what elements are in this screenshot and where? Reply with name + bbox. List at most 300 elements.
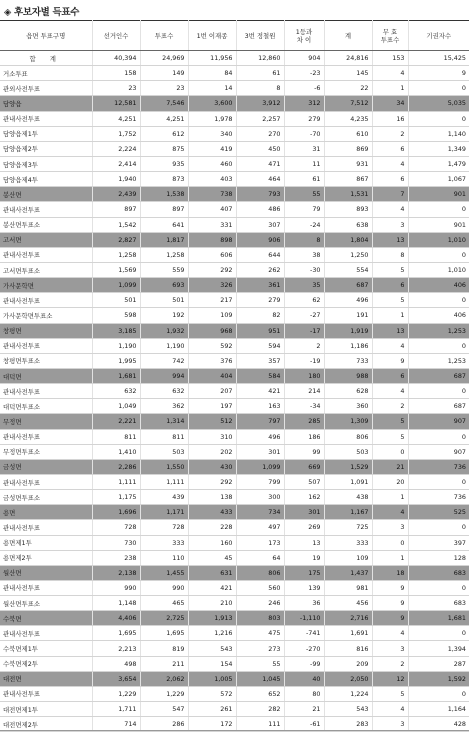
table-cell: 23 — [140, 81, 188, 96]
table-cell: 109 — [324, 550, 372, 565]
table-cell: 202 — [188, 444, 236, 459]
table-cell: 421 — [188, 580, 236, 595]
district-row — [0, 414, 469, 429]
row-label: 담양읍제2투 — [0, 141, 92, 156]
table-cell: 4 — [372, 66, 408, 81]
table-cell: 644 — [236, 247, 284, 262]
table-cell: 360 — [324, 399, 372, 414]
table-cell: 1,164 — [408, 702, 469, 717]
table-row — [0, 550, 469, 565]
table-cell: 406 — [408, 278, 469, 293]
row-label: 대전면 — [0, 671, 92, 686]
table-cell: 1,410 — [92, 444, 140, 459]
table-cell: 1,538 — [140, 187, 188, 202]
table-cell: 1,995 — [92, 353, 140, 368]
table-cell: 1,140 — [408, 126, 469, 141]
table-cell: 1,171 — [140, 505, 188, 520]
table-cell: 109 — [188, 308, 236, 323]
table-cell: 285 — [284, 414, 324, 429]
table-cell: 7,546 — [140, 96, 188, 111]
district-row — [0, 96, 469, 111]
table-cell: 6 — [372, 368, 408, 383]
table-cell: 0 — [408, 81, 469, 96]
table-cell: 496 — [324, 293, 372, 308]
table-cell: 2,286 — [92, 459, 140, 474]
table-row — [0, 702, 469, 717]
table-row — [0, 474, 469, 489]
table-cell: 0 — [408, 429, 469, 444]
row-label: 수북면제1투 — [0, 641, 92, 656]
table-cell: 875 — [140, 141, 188, 156]
table-cell: 36 — [284, 596, 324, 611]
table-cell: 438 — [324, 490, 372, 505]
table-cell: 5 — [372, 293, 408, 308]
table-row — [0, 429, 469, 444]
row-label: 합 계 — [0, 51, 92, 66]
table-cell: 0 — [408, 202, 469, 217]
table-cell: 592 — [188, 338, 236, 353]
table-cell: 2 — [372, 656, 408, 671]
column-header: 3번 정철원 — [236, 21, 284, 51]
table-cell: 292 — [188, 262, 236, 277]
table-cell: 990 — [92, 580, 140, 595]
row-label: 담양읍제4투 — [0, 172, 92, 187]
table-cell: 497 — [236, 520, 284, 535]
table-cell: 547 — [140, 702, 188, 717]
row-label: 관내사전투표 — [0, 293, 92, 308]
table-cell: 456 — [324, 596, 372, 611]
table-cell: 0 — [408, 474, 469, 489]
table-cell: 683 — [408, 565, 469, 580]
table-cell: -17 — [284, 323, 324, 338]
table-cell: 594 — [236, 338, 284, 353]
table-row — [0, 580, 469, 595]
table-cell: 2,224 — [92, 141, 140, 156]
table-cell: 1,258 — [140, 247, 188, 262]
table-cell: 11 — [284, 156, 324, 171]
table-row — [0, 338, 469, 353]
table-header-row — [0, 21, 469, 51]
table-row — [0, 308, 469, 323]
table-cell: 2 — [372, 399, 408, 414]
district-row — [0, 368, 469, 383]
table-cell: 1,479 — [408, 156, 469, 171]
table-cell: 18 — [372, 565, 408, 580]
table-cell: 1,148 — [92, 596, 140, 611]
table-cell: 0 — [408, 338, 469, 353]
table-cell: 1,550 — [140, 459, 188, 474]
table-cell: 1,817 — [140, 232, 188, 247]
district-row — [0, 459, 469, 474]
table-cell: 1,175 — [92, 490, 140, 505]
table-cell: -34 — [284, 399, 324, 414]
table-cell: 994 — [140, 368, 188, 383]
table-cell: 207 — [188, 384, 236, 399]
table-cell: 162 — [284, 490, 324, 505]
table-cell: 507 — [284, 474, 324, 489]
table-cell: 160 — [188, 535, 236, 550]
table-cell: 55 — [236, 656, 284, 671]
table-cell: 1,010 — [408, 232, 469, 247]
table-cell: 269 — [284, 520, 324, 535]
table-row — [0, 384, 469, 399]
table-cell: 464 — [236, 172, 284, 187]
table-cell: 55 — [284, 187, 324, 202]
table-cell: 21 — [372, 459, 408, 474]
table-cell: 217 — [188, 293, 236, 308]
table-row — [0, 641, 469, 656]
table-cell: 475 — [236, 626, 284, 641]
table-cell: 1,394 — [408, 641, 469, 656]
row-label: 고서면 — [0, 232, 92, 247]
table-cell: 631 — [188, 565, 236, 580]
table-cell: 9 — [372, 353, 408, 368]
table-cell: 13 — [372, 323, 408, 338]
row-label: 창평면 — [0, 323, 92, 338]
table-cell: 638 — [324, 217, 372, 232]
table-cell: 1,569 — [92, 262, 140, 277]
table-cell: 501 — [140, 293, 188, 308]
column-header: 투표수 — [140, 21, 188, 51]
table-cell: 543 — [324, 702, 372, 717]
row-label: 가사문학면 — [0, 278, 92, 293]
table-cell: -70 — [284, 126, 324, 141]
table-cell: 22 — [324, 81, 372, 96]
row-label: 관내사전투표 — [0, 247, 92, 262]
table-cell: 34 — [372, 96, 408, 111]
table-cell: 2,439 — [92, 187, 140, 202]
row-label: 관내사전투표 — [0, 384, 92, 399]
table-cell: 301 — [236, 444, 284, 459]
table-cell: 163 — [236, 399, 284, 414]
table-cell: 61 — [236, 66, 284, 81]
table-cell: 5,035 — [408, 96, 469, 111]
table-cell: 3,654 — [92, 671, 140, 686]
column-header: 1번 이재종 — [188, 21, 236, 51]
table-cell: 111 — [236, 717, 284, 732]
table-cell: 84 — [188, 66, 236, 81]
table-cell: 687 — [324, 278, 372, 293]
table-cell: 279 — [284, 111, 324, 126]
table-cell: 0 — [408, 686, 469, 701]
row-label: 거소투표 — [0, 66, 92, 81]
table-cell: 38 — [284, 247, 324, 262]
table-cell: 40 — [284, 671, 324, 686]
table-cell: 6 — [372, 172, 408, 187]
table-row — [0, 353, 469, 368]
table-cell: 1,010 — [408, 262, 469, 277]
table-cell: 3 — [372, 717, 408, 732]
row-label: 금성면투표소 — [0, 490, 92, 505]
table-cell: 2,062 — [140, 671, 188, 686]
table-cell: 80 — [284, 686, 324, 701]
row-label: 담양읍제1투 — [0, 126, 92, 141]
row-label: 관내사전투표 — [0, 580, 92, 595]
table-cell: 1 — [372, 550, 408, 565]
row-label: 무정면 — [0, 414, 92, 429]
table-cell: 20 — [372, 474, 408, 489]
table-cell: 82 — [236, 308, 284, 323]
table-cell: 3,185 — [92, 323, 140, 338]
table-cell: 407 — [188, 202, 236, 217]
table-row — [0, 596, 469, 611]
table-cell: 404 — [188, 368, 236, 383]
row-label: 가사문학면투표소 — [0, 308, 92, 323]
table-cell: 3 — [372, 641, 408, 656]
table-cell: 1,099 — [92, 278, 140, 293]
table-row — [0, 141, 469, 156]
table-cell: 486 — [236, 202, 284, 217]
table-cell: 1,229 — [92, 686, 140, 701]
row-label: 용면제1투 — [0, 535, 92, 550]
district-row — [0, 611, 469, 626]
table-cell: 1,067 — [408, 172, 469, 187]
table-cell: 1,695 — [140, 626, 188, 641]
table-cell: 1,437 — [324, 565, 372, 580]
table-cell: 45 — [188, 550, 236, 565]
table-cell: 246 — [236, 596, 284, 611]
table-cell: 893 — [324, 202, 372, 217]
district-row — [0, 323, 469, 338]
table-cell: 1,190 — [140, 338, 188, 353]
table-cell: -61 — [284, 717, 324, 732]
table-cell: 12,860 — [236, 51, 284, 66]
table-cell: 990 — [140, 580, 188, 595]
table-cell: 907 — [408, 444, 469, 459]
table-cell: 4,251 — [92, 111, 140, 126]
table-cell: 0 — [408, 520, 469, 535]
table-cell: 496 — [236, 429, 284, 444]
row-label: 월산면투표소 — [0, 596, 92, 611]
table-cell: 736 — [408, 459, 469, 474]
table-cell: 300 — [236, 490, 284, 505]
table-cell: 935 — [140, 156, 188, 171]
table-cell: 632 — [140, 384, 188, 399]
table-cell: 35 — [284, 278, 324, 293]
table-cell: 806 — [324, 429, 372, 444]
row-label: 관내사전투표 — [0, 202, 92, 217]
table-cell: 632 — [92, 384, 140, 399]
table-cell: -6 — [284, 81, 324, 96]
table-cell: 628 — [324, 384, 372, 399]
table-cell: 8 — [236, 81, 284, 96]
table-cell: 419 — [188, 141, 236, 156]
column-header: 읍면 투표구명 — [0, 21, 92, 51]
table-cell: 1,099 — [236, 459, 284, 474]
table-cell: 2 — [284, 338, 324, 353]
row-label: 무정면투표소 — [0, 444, 92, 459]
table-cell: 62 — [284, 293, 324, 308]
table-cell: -99 — [284, 656, 324, 671]
table-cell: 4 — [372, 202, 408, 217]
table-cell: 897 — [140, 202, 188, 217]
table-cell: 1,696 — [92, 505, 140, 520]
table-cell: 1,190 — [92, 338, 140, 353]
table-cell: 312 — [284, 96, 324, 111]
table-row — [0, 535, 469, 550]
table-cell: 1 — [372, 81, 408, 96]
table-cell: 2,213 — [92, 641, 140, 656]
table-cell: 310 — [188, 429, 236, 444]
table-row — [0, 444, 469, 459]
table-cell: 139 — [284, 580, 324, 595]
table-cell: 2,221 — [92, 414, 140, 429]
table-cell: 904 — [284, 51, 324, 66]
table-cell: 262 — [236, 262, 284, 277]
table-row — [0, 293, 469, 308]
table-cell: 273 — [236, 641, 284, 656]
table-cell: 736 — [408, 490, 469, 505]
table-cell: 816 — [324, 641, 372, 656]
table-cell: 1,309 — [324, 414, 372, 429]
column-header: 계 — [324, 21, 372, 51]
table-cell: -1,110 — [284, 611, 324, 626]
row-label: 관내사전투표 — [0, 111, 92, 126]
table-cell: 0 — [408, 626, 469, 641]
table-cell: 270 — [236, 126, 284, 141]
table-cell: 1,752 — [92, 126, 140, 141]
table-cell: 154 — [188, 656, 236, 671]
table-cell: 584 — [236, 368, 284, 383]
table-cell: 433 — [188, 505, 236, 520]
table-cell: 79 — [284, 202, 324, 217]
table-cell: 1,531 — [324, 187, 372, 202]
table-cell: 4,251 — [140, 111, 188, 126]
table-cell: 806 — [236, 565, 284, 580]
table-cell: 3,600 — [188, 96, 236, 111]
table-cell: 901 — [408, 217, 469, 232]
table-cell: -30 — [284, 262, 324, 277]
table-cell: 730 — [92, 535, 140, 550]
table-row — [0, 262, 469, 277]
table-cell: 1,349 — [408, 141, 469, 156]
table-cell: 1,229 — [140, 686, 188, 701]
table-cell: 3 — [372, 520, 408, 535]
table-cell: 1 — [372, 308, 408, 323]
table-cell: 331 — [188, 217, 236, 232]
table-cell: 4,235 — [324, 111, 372, 126]
row-label: 관내사전투표 — [0, 686, 92, 701]
table-row — [0, 66, 469, 81]
table-cell: 211 — [140, 656, 188, 671]
table-cell: 450 — [236, 141, 284, 156]
table-row — [0, 520, 469, 535]
table-cell: 12,581 — [92, 96, 140, 111]
table-cell: 326 — [188, 278, 236, 293]
table-cell: 811 — [92, 429, 140, 444]
table-cell: 0 — [408, 247, 469, 262]
table-cell: 2,257 — [236, 111, 284, 126]
table-cell: 1,091 — [324, 474, 372, 489]
table-cell: 362 — [140, 399, 188, 414]
page-title — [4, 4, 79, 18]
table-cell: 1,913 — [188, 611, 236, 626]
table-cell: 4 — [372, 505, 408, 520]
row-label: 관내사전투표 — [0, 338, 92, 353]
table-cell: 40,394 — [92, 51, 140, 66]
district-row — [0, 232, 469, 247]
table-cell: 3,912 — [236, 96, 284, 111]
table-cell: 279 — [236, 293, 284, 308]
table-cell: 525 — [408, 505, 469, 520]
table-cell: 19 — [284, 550, 324, 565]
table-cell: 471 — [236, 156, 284, 171]
table-cell: 725 — [324, 520, 372, 535]
table-cell: 728 — [92, 520, 140, 535]
table-cell: 282 — [236, 702, 284, 717]
row-label: 담양읍제3투 — [0, 156, 92, 171]
table-cell: 376 — [188, 353, 236, 368]
table-row — [0, 111, 469, 126]
table-cell: 9 — [372, 611, 408, 626]
table-row — [0, 172, 469, 187]
table-cell: 153 — [372, 51, 408, 66]
table-cell: 1,804 — [324, 232, 372, 247]
table-cell: 0 — [408, 111, 469, 126]
table-cell: 357 — [236, 353, 284, 368]
table-cell: 2,050 — [324, 671, 372, 686]
table-cell: 1,216 — [188, 626, 236, 641]
table-cell: 1,681 — [92, 368, 140, 383]
table-cell: 652 — [236, 686, 284, 701]
row-label: 창평면투표소 — [0, 353, 92, 368]
column-header: 무 효 투표수 — [372, 21, 408, 51]
table-cell: 4 — [372, 338, 408, 353]
column-header: 기권자수 — [408, 21, 469, 51]
table-cell: 799 — [236, 474, 284, 489]
table-cell: 1,542 — [92, 217, 140, 232]
row-label: 용면제2투 — [0, 550, 92, 565]
table-cell: 5 — [372, 686, 408, 701]
table-cell: 1,186 — [324, 338, 372, 353]
table-cell: 7,512 — [324, 96, 372, 111]
table-cell: 2,716 — [324, 611, 372, 626]
table-cell: 687 — [408, 399, 469, 414]
table-cell: 4 — [372, 384, 408, 399]
table-cell: 173 — [236, 535, 284, 550]
table-cell: 1,455 — [140, 565, 188, 580]
table-body — [0, 51, 469, 732]
row-label: 관내사전투표 — [0, 429, 92, 444]
table-cell: 951 — [236, 323, 284, 338]
table-cell: 819 — [140, 641, 188, 656]
table-cell: 9 — [408, 66, 469, 81]
table-cell: 5 — [372, 262, 408, 277]
table-cell: 931 — [324, 156, 372, 171]
table-cell: -27 — [284, 308, 324, 323]
table-cell: 572 — [188, 686, 236, 701]
total-row — [0, 51, 469, 66]
table-cell: 110 — [140, 550, 188, 565]
table-cell: 1,681 — [408, 611, 469, 626]
table-cell: 610 — [324, 126, 372, 141]
table-cell: 543 — [188, 641, 236, 656]
table-cell: 898 — [188, 232, 236, 247]
row-label: 봉산면 — [0, 187, 92, 202]
row-label: 대덕면 — [0, 368, 92, 383]
table-cell: 13 — [372, 232, 408, 247]
table-cell: 145 — [324, 66, 372, 81]
table-cell: 292 — [188, 474, 236, 489]
table-cell: 733 — [324, 353, 372, 368]
row-label: 관내사전투표 — [0, 626, 92, 641]
table-cell: 24,816 — [324, 51, 372, 66]
table-cell: 1 — [372, 490, 408, 505]
table-cell: 606 — [188, 247, 236, 262]
table-cell: -24 — [284, 217, 324, 232]
table-cell: 333 — [140, 535, 188, 550]
table-cell: 0 — [408, 384, 469, 399]
